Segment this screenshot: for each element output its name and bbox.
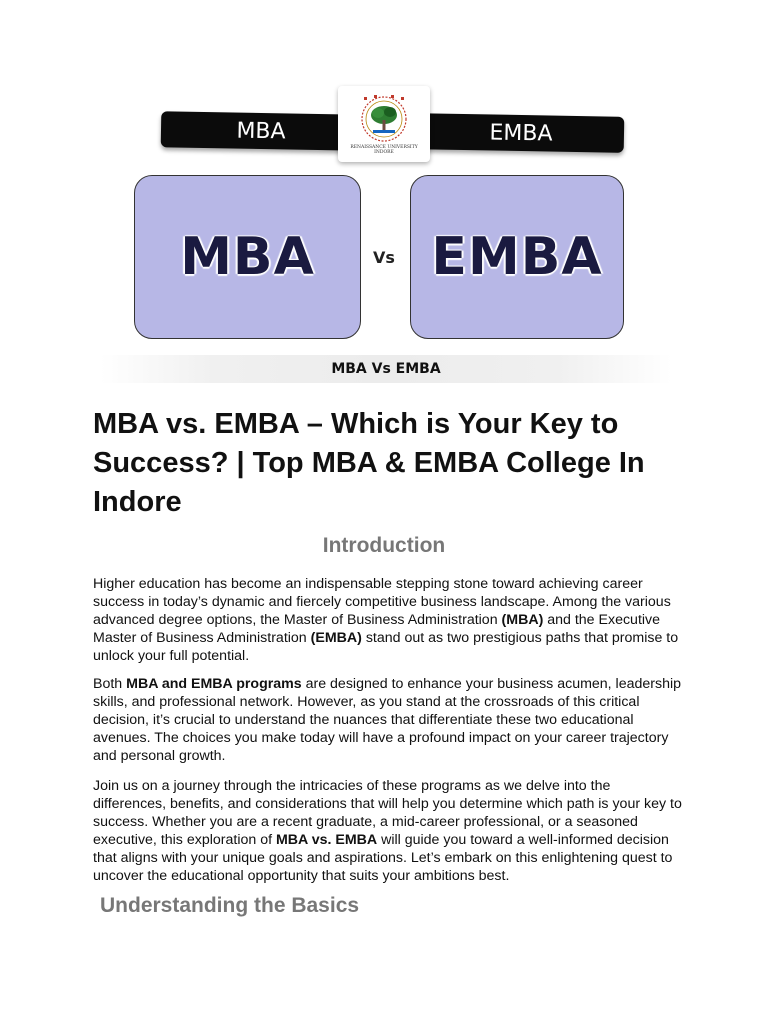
emba-card-text: EMBA (431, 227, 603, 287)
emba-label-bar (418, 113, 625, 153)
intro-paragraph-2: Both MBA and EMBA programs are designed to enhance your business acumen, leadership skills, and professional network. However, as you stand at the crossroads of this critical decision, it’s crucial to understand the nuances that differentiate these two educational avenues. The choices you make today will have a profound impact on your career trajectory and personal growth. (93, 676, 682, 764)
introduction-heading: Introduction (322, 534, 446, 557)
mba-card-text: MBA (180, 227, 315, 287)
intro-paragraph-1: Higher education has become an indispensable stepping stone toward achieving career success in today’s dynamic and fiercely competitive business landscape. Among the various advanced degree options, the Master of Business Administration (MBA) and the Executive Master of Business Administration (EMBA) stand out as two prestigious paths that promise to unlock your full potential. (93, 576, 679, 664)
emba-bar-label: EMBA (489, 119, 553, 147)
university-logo (338, 86, 430, 162)
university-seal-icon (356, 93, 412, 145)
mba-label-bar (161, 111, 362, 150)
logo-university-name: RENAISSANCE UNIVERSITY INDORE (350, 145, 418, 155)
banner-caption-strip (100, 355, 672, 383)
banner-image (0, 0, 768, 390)
mba-bar-label: MBA (236, 118, 286, 144)
intro-paragraph-3: Join us on a journey through the intricacies of these programs as we delve into the differences, benefits, and considerations that will help you determine which path is your key to success. Whether you are a recent graduate, a mid-career professional, or a seasoned executive, this exploration of MBA vs. EMBA will guide you toward a well-informed decision that aligns with your unique goals and aspirations. Let’s embark on this enlightening quest to uncover the educational opportunity that suits your ambitions best. (93, 778, 682, 884)
banner-caption: MBA Vs EMBA (331, 361, 441, 377)
mba-card (134, 175, 361, 339)
understanding-basics-heading: Understanding the Basics (100, 894, 360, 917)
vs-label: Vs (373, 248, 395, 267)
emba-card (410, 175, 624, 339)
article-title: MBA vs. EMBA – Which is Your Key to Success? | Top MBA & EMBA College In Indore (93, 408, 645, 518)
